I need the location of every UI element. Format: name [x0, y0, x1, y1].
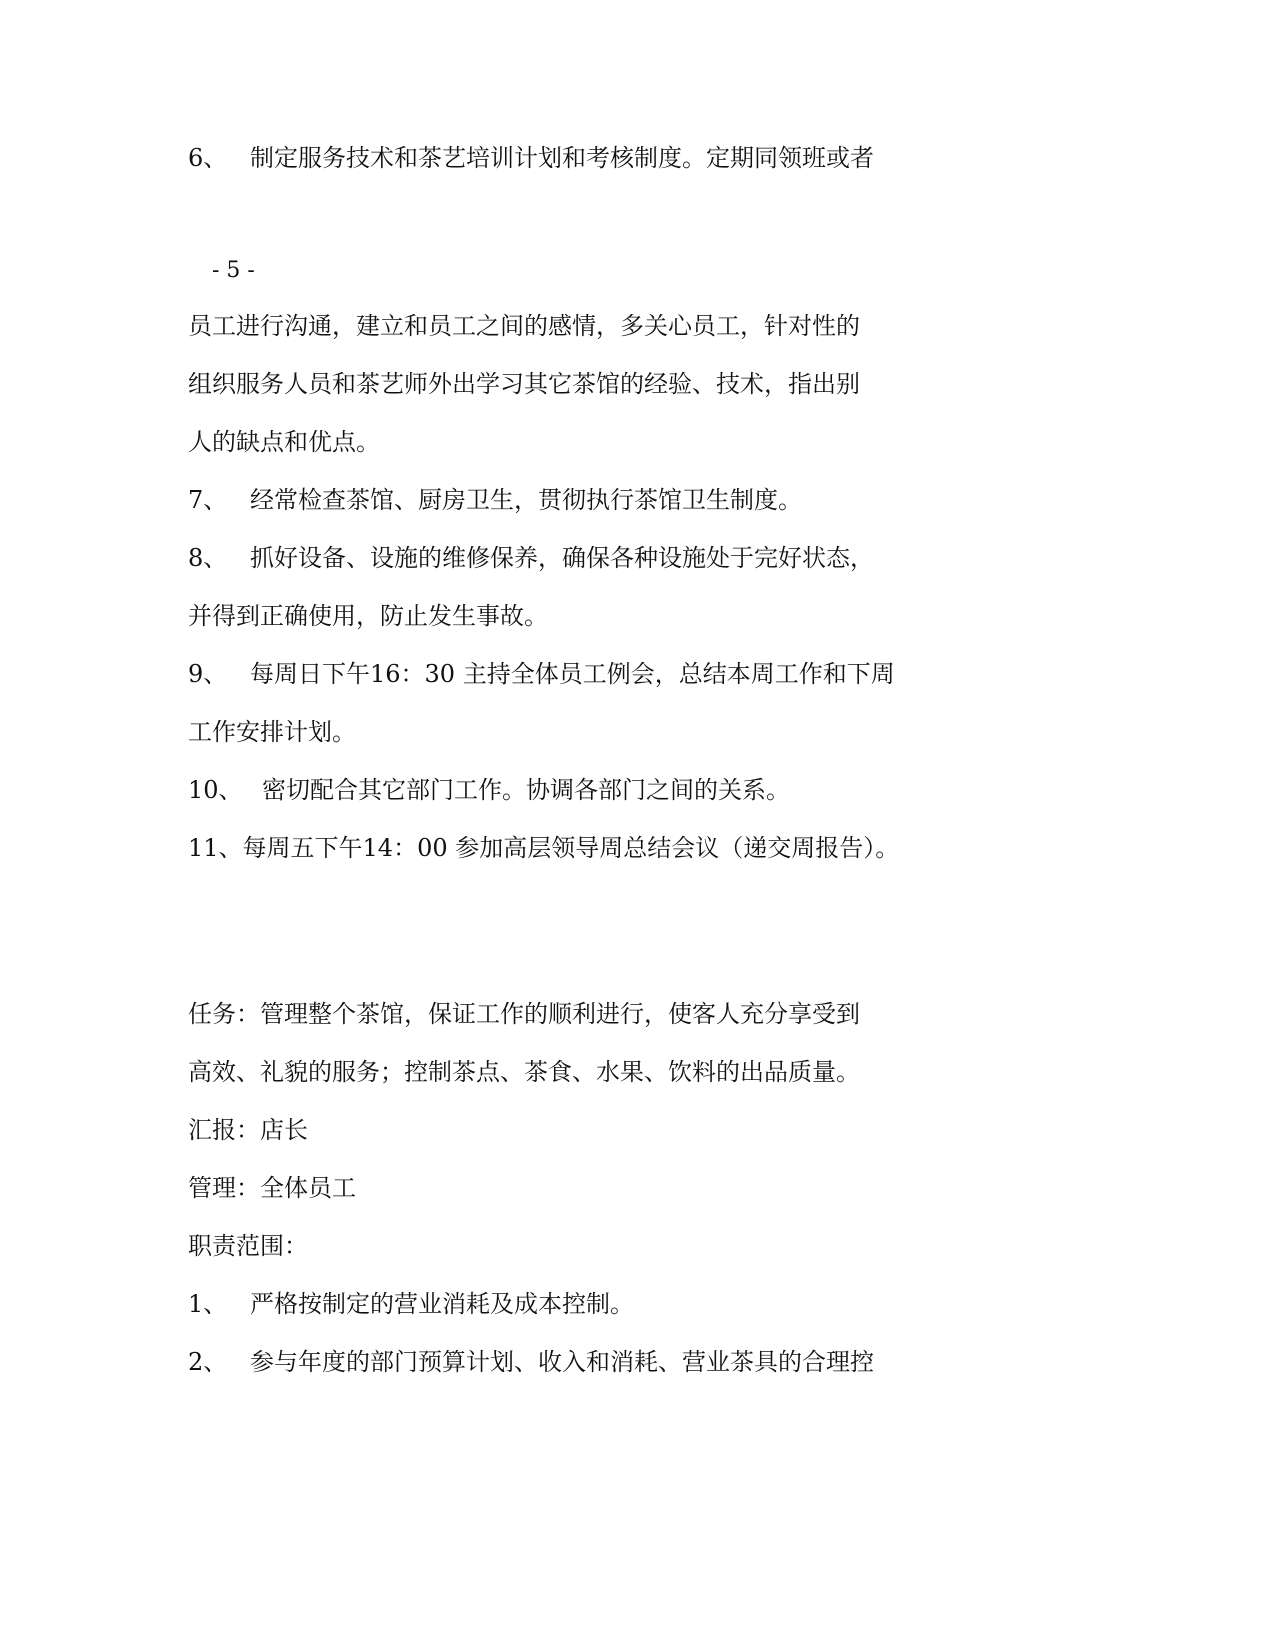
duty-item-10 — [188, 775, 790, 805]
paragraph-line: 并得到正确使用，防止发生事故。 — [188, 602, 548, 630]
item-number: 6、 — [188, 144, 228, 172]
item-text: 参与年度的部门预算计划、收入和消耗、营业茶具的合理控 — [250, 1348, 874, 1376]
scope-heading: 职责范围： — [188, 1232, 308, 1260]
item-text: 制定服务技术和茶艺培训计划和考核制度。定期同领班或者 — [250, 144, 874, 172]
item-number: 2、 — [188, 1348, 228, 1376]
duty-item-9 — [188, 659, 895, 689]
item-text: 严格按制定的营业消耗及成本控制。 — [250, 1290, 634, 1318]
item-number: 8、 — [188, 544, 228, 572]
scope-item-2 — [188, 1347, 874, 1377]
manages-line: 管理：全体员工 — [188, 1174, 356, 1202]
duty-item-11: 11、每周五下午14：00 参加高层领导周总结会议（递交周报告）。 — [188, 834, 900, 862]
paragraph-line: 组织服务人员和茶艺师外出学习其它茶馆的经验、技术，指出别 — [188, 370, 860, 398]
item-number: 9、 — [188, 660, 228, 688]
page-number: - 5 - — [212, 258, 255, 283]
item-text: 每周日下午16：30 主持全体员工例会，总结本周工作和下周 — [250, 660, 895, 688]
report-to-line: 汇报：店长 — [188, 1116, 308, 1144]
duty-item-7 — [188, 485, 802, 515]
item-text: 经常检查茶馆、厨房卫生，贯彻执行茶馆卫生制度。 — [250, 486, 802, 514]
item-text: 抓好设备、设施的维修保养，确保各种设施处于完好状态， — [250, 544, 874, 572]
task-description-line: 高效、礼貌的服务；控制茶点、茶食、水果、饮料的出品质量。 — [188, 1058, 860, 1086]
item-number: 7、 — [188, 486, 228, 514]
duty-item-8 — [188, 543, 874, 573]
item-number: 10、 — [188, 776, 243, 804]
scope-item-1 — [188, 1289, 634, 1319]
task-description-line: 任务：管理整个茶馆，保证工作的顺利进行，使客人充分享受到 — [188, 1000, 860, 1028]
item-number: 1、 — [188, 1290, 228, 1318]
paragraph-line: 员工进行沟通，建立和员工之间的感情，多关心员工，针对性的 — [188, 312, 860, 340]
duty-item-6 — [188, 143, 874, 173]
item-text: 密切配合其它部门工作。协调各部门之间的关系。 — [262, 776, 790, 804]
paragraph-line: 工作安排计划。 — [188, 718, 356, 746]
paragraph-line: 人的缺点和优点。 — [188, 428, 380, 456]
